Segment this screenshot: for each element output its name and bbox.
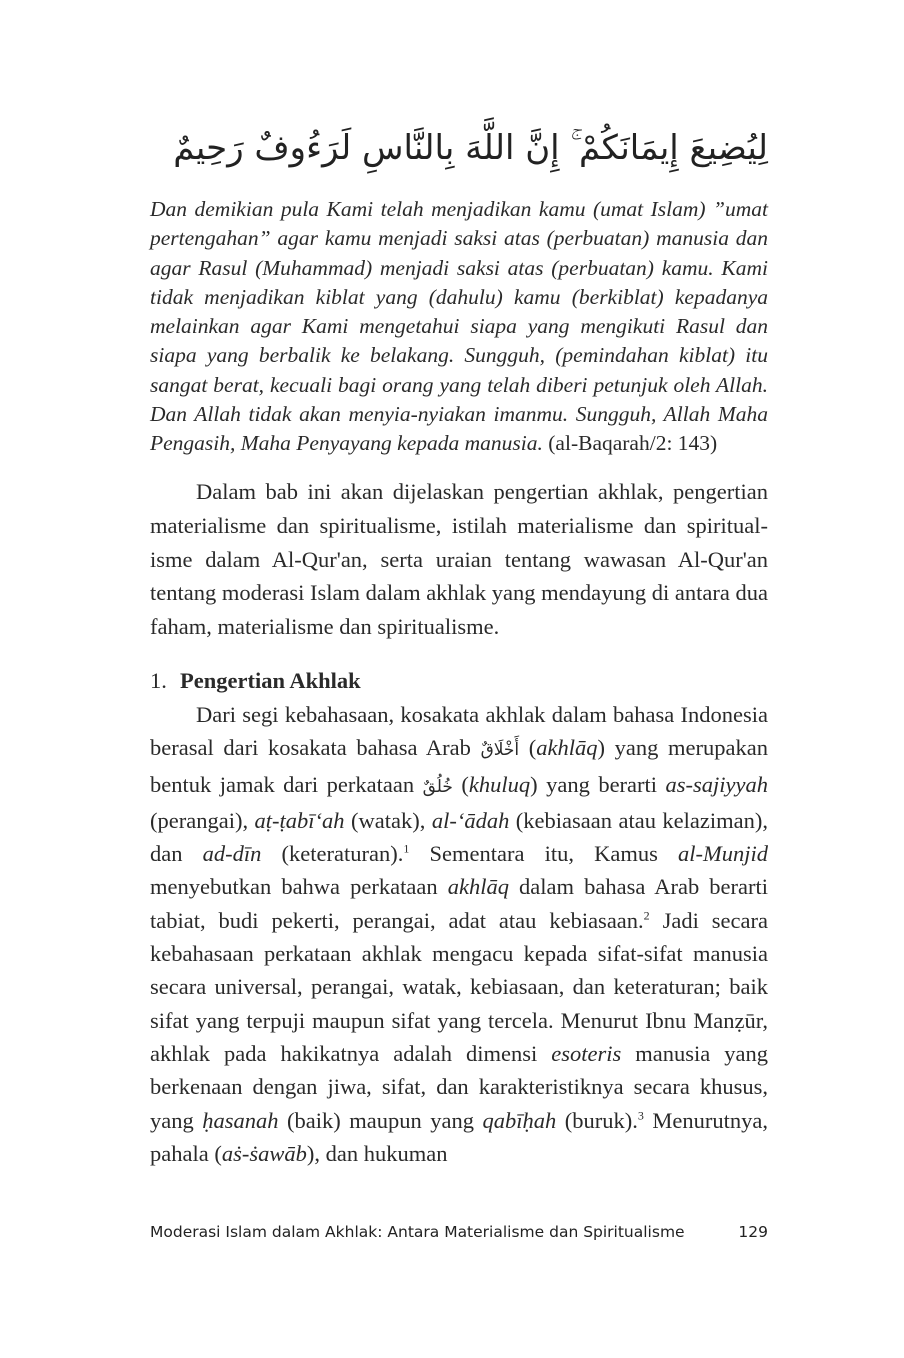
footnote-ref-1: 1: [403, 841, 410, 856]
body-paragraph: Dari segi kebahasaan, kosakata akhlak dalam bahasa Indonesia berasal dari kosakata bahasa Arab أَخْلَاقٌ (akhlāq) yang merupakan bentuk jamak dari perkataan خُلُقٌ (khuluq) yang berarti as-sajiyyah (perangai), aṭ-ṭabī‘ah (watak), al-‘ādah (kebiasaan atau kelaziman), dan ad-dīn (keteraturan).$^1$ Sementara itu, Kamus al-Munjid menyebutkan bahwa perkataan akhlāq dalam bahasa Arab berarti tabiat, budi pekerti, perangai, adat atau kebiasaan.$^2$ Jadi secara kebahasaan perkataan akhlak mengacu kepada sifat-sifat manusia secara universal, perangai, watak, kebiasaan, dan keteraturan; baik sifat yang terpuji maupun sifat yang tercela. Menurut Ibnu Manẓūr, akhlak pada hakikatnya adalah dimensi esoteris manusia yang berkenaan dengan jiwa, sifat, dan karakteristiknya secara khusus, yang ḥasanah (baik) maupun yang qabīḥah (buruk).$^3$ Menurutnya, pahala (aṡ-ṡawāb), dan hukuman: [150, 702, 769, 1166]
page-number: 129: [738, 1223, 768, 1241]
arabic-term-akhlaq: أَخْلَاقٌ: [480, 740, 520, 761]
footnote-ref-3: 3: [637, 1108, 644, 1123]
footnote-ref-2: 2: [643, 908, 650, 923]
section-heading: [150, 664, 768, 698]
running-footer-title: Moderasi Islam dalam Akhlak: Antara Materialisme dan Spiritualisme: [150, 1223, 685, 1241]
section-title: Pengertian Akhlak: [180, 668, 361, 693]
arabic-term-khuluq: خُلُقٌ: [422, 776, 453, 797]
verse-translation: [150, 195, 768, 459]
verse-reference: (al-Baqarah/2: 143): [548, 431, 718, 456]
intro-paragraph: Dalam bab ini akan dijelaskan pengertian akhlak, pengertian materialisme dan spiritualisme, istilah materialisme dan spiritual-isme dalam Al-Qur'an, serta uraian tentang wawasan Al-Qur'an tentang moderasi Islam dalam akhlak yang mendayung di antara dua faham, materialisme dan spiritualisme.: [150, 479, 768, 640]
translation-text: Dan demikian pula Kami telah menjadikan kamu (umat Islam) ”umat pertengahan” agar kamu menjadi saksi atas (perbuatan) manusia dan agar Rasul (Muhammad) menjadi saksi atas (perbuatan) kamu. Kami tidak menjadikan kiblat yang (dahulu) kamu (berkiblat) kepadanya melainkan agar Kami mengetahui siapa yang mengikuti Rasul dan siapa yang berbalik ke belakang. Sungguh, (pemindahan kiblat) itu sangat berat, kecuali bagi orang yang telah diberi petunjuk oleh Allah. Dan Allah tidak akan menyia-nyiakan imanmu. Sungguh, Allah Maha Pengasih, Maha Penyayang kepada manusia.: [150, 197, 768, 456]
section-number: 1.: [150, 668, 167, 693]
quran-verse-arabic: لِيُضِيعَ إِيمَانَكُمْ ۚ إِنَّ اللَّهَ بِالنَّاسِ لَرَءُوفٌ رَحِيمٌ: [173, 128, 768, 168]
